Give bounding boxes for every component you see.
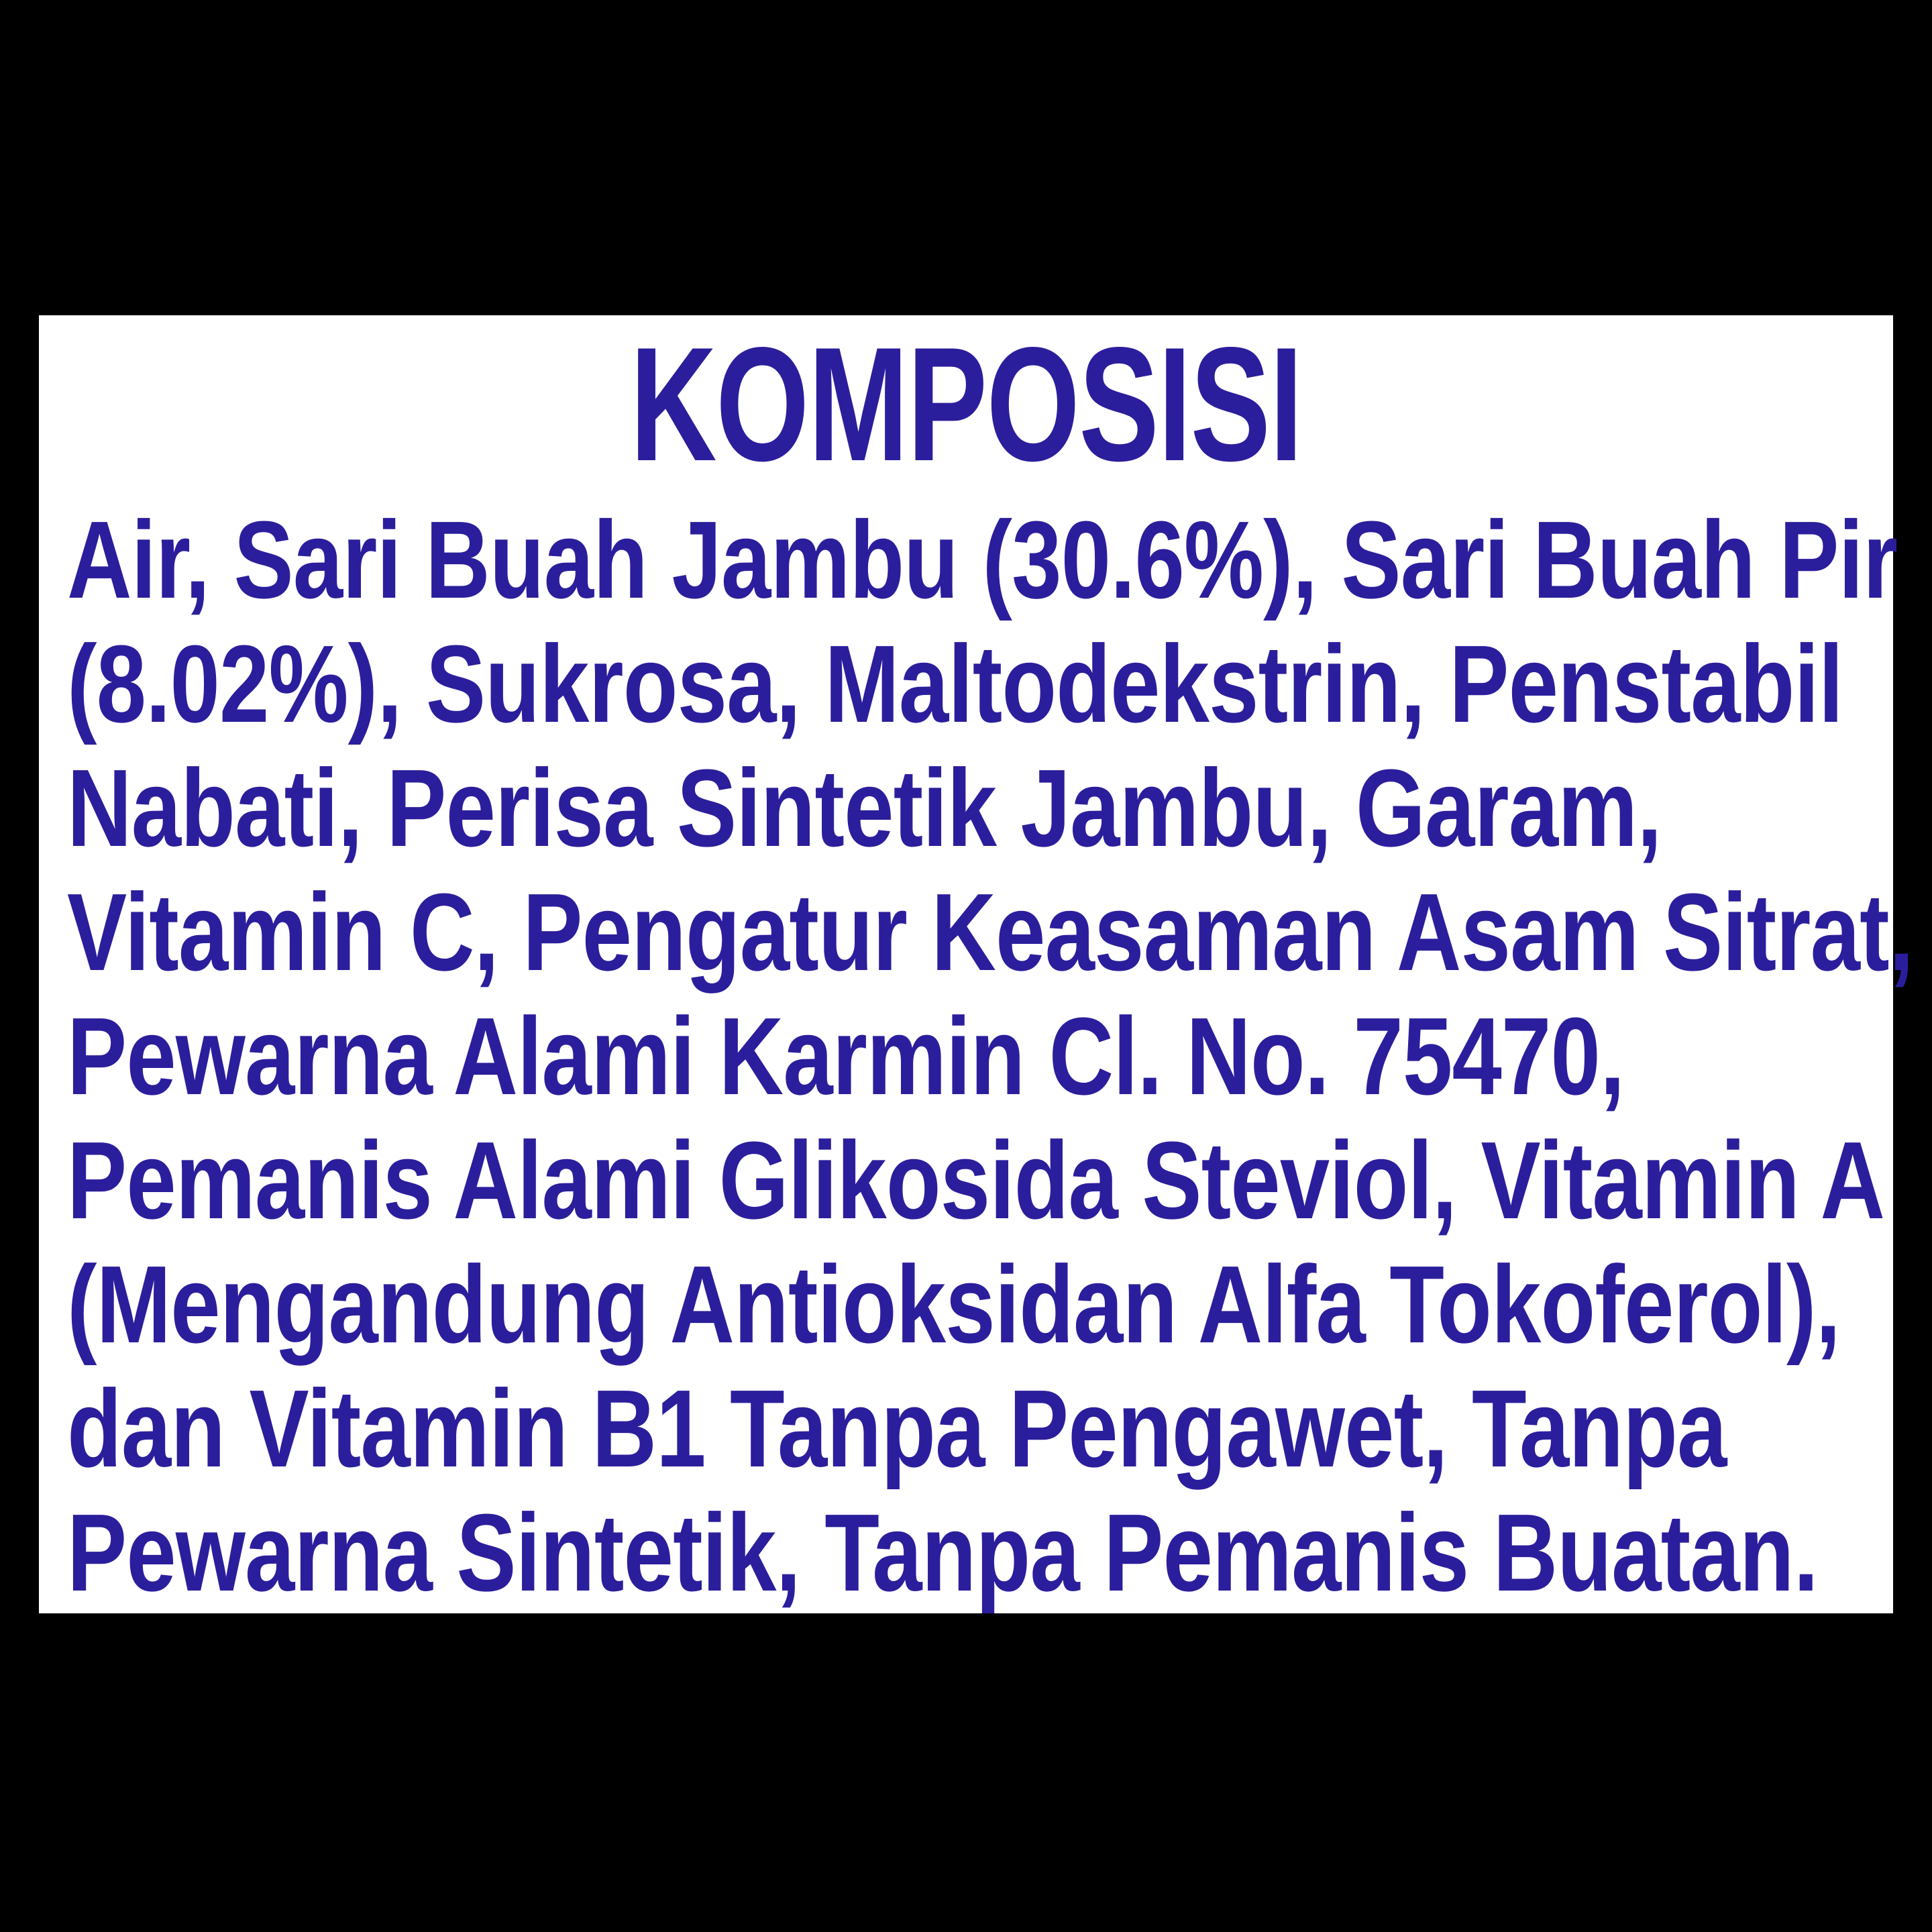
komposisi-panel bbox=[39, 314, 1914, 1614]
ingredients-line: Pewarna Alami Karmin Cl. No. 75470, bbox=[67, 995, 1625, 1118]
ingredients-line: (Mengandung Antioksidan Alfa Tokoferol), bbox=[67, 1243, 1840, 1366]
ingredients-line: Pemanis Alami Glikosida Steviol, Vitamin A bbox=[67, 1119, 1885, 1242]
ingredients-line: Pewarna Sintetik, Tanpa Pemanis Buatan. bbox=[67, 1491, 1819, 1614]
ingredients-line: Nabati, Perisa Sintetik Jambu, Garam, bbox=[67, 747, 1662, 869]
ingredients-line: dan Vitamin B1 Tanpa Pengawet, Tanpa bbox=[67, 1367, 1727, 1490]
ingredients-line: Air, Sari Buah Jambu (30.6%), Sari Buah Pir bbox=[67, 498, 1898, 621]
ingredients-line: (8.02%), Sukrosa, Maltodekstrin, Penstabil bbox=[67, 623, 1843, 745]
komposisi-title: KOMPOSISI bbox=[630, 314, 1302, 495]
ingredients-line: Vitamin C, Pengatur Keasaman Asam Sitrat, bbox=[67, 871, 1914, 994]
ingredients-text bbox=[67, 498, 1914, 1615]
